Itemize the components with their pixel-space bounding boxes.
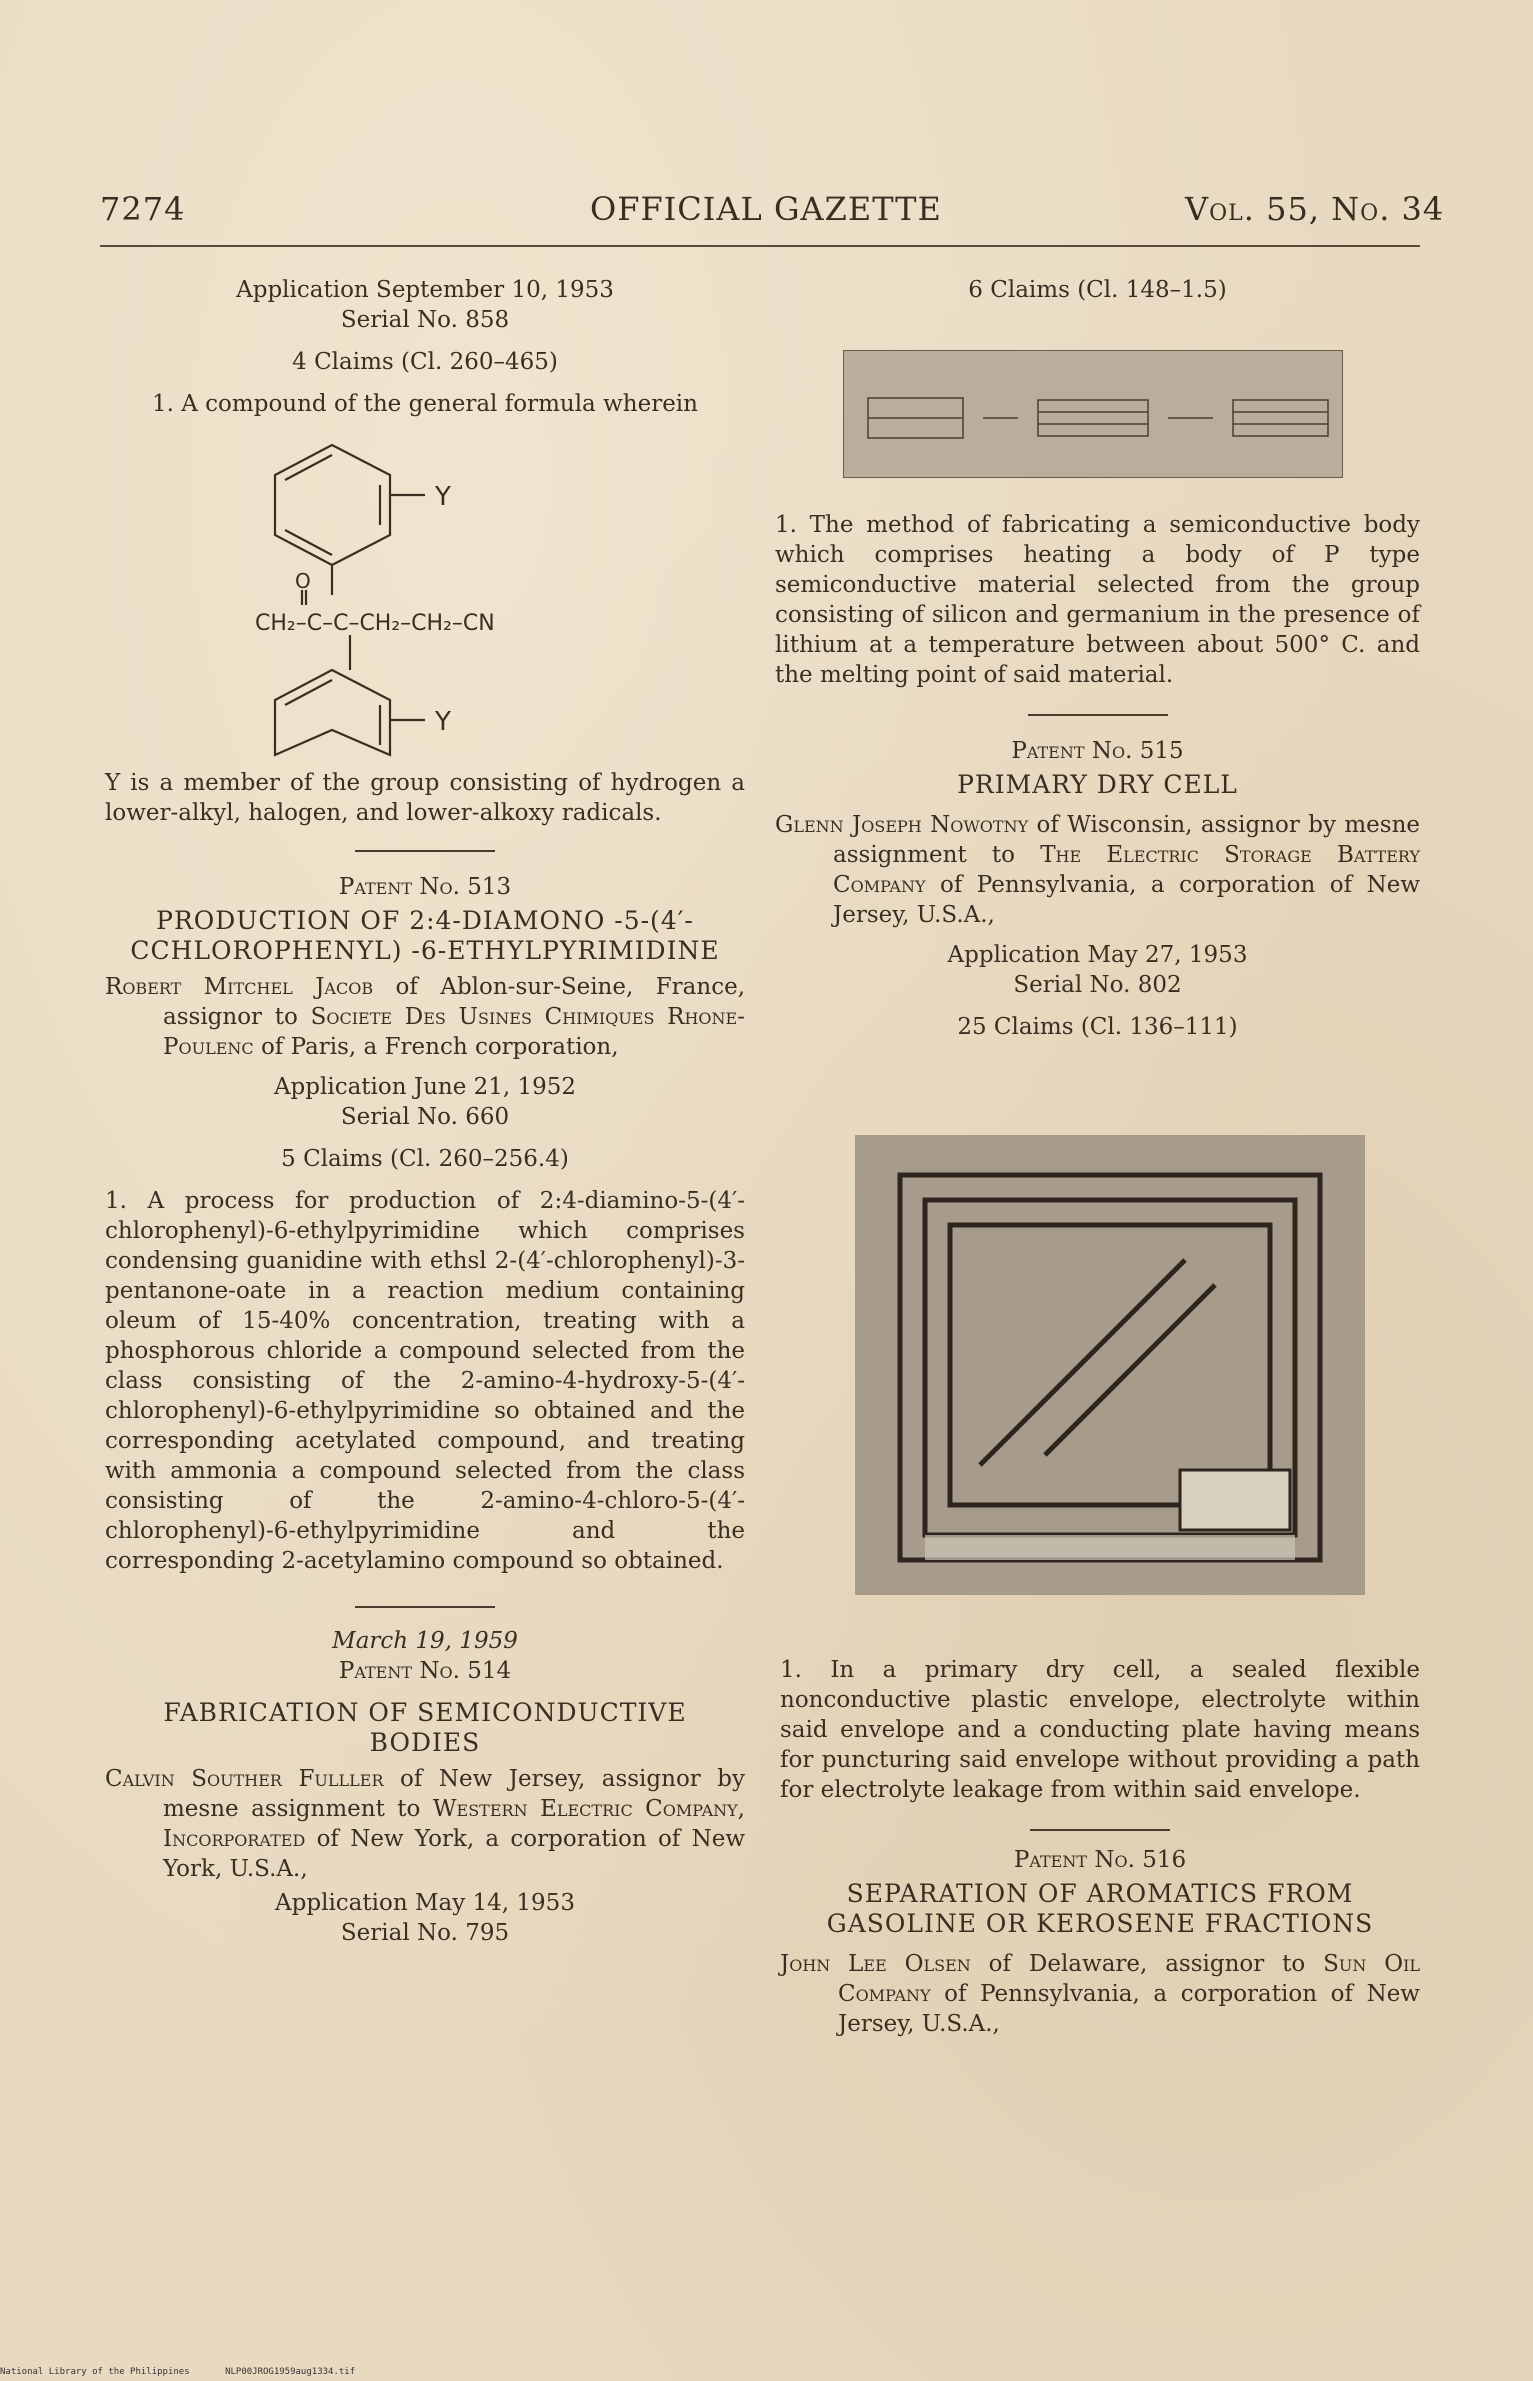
chemical-formula-figure [240, 430, 640, 760]
substituent-y-top: Y [435, 482, 451, 512]
benzene-ring-top [275, 445, 390, 565]
patent-514-claims: 6 Claims (Cl. 148–1.5) [968, 277, 1227, 303]
substituent-y-bottom: Y [435, 707, 451, 737]
formula-chain: CH₂–C–C–CH₂–CH₂–CN [255, 611, 495, 636]
patent-513-title: PRODUCTION OF 2:4-DIAMONO -5-(4′-CCHLOROPHENYL) -6-ETHYLPYRIMIDINE [130, 906, 720, 965]
patent-513-label: Patent No. 513 [338, 874, 512, 900]
semiconductor-diagram [843, 350, 1343, 478]
assignee-details: of Pennsylvania, a corporation of New Jersey, U.S.A., [833, 872, 1421, 928]
patent-515-claims: 25 Claims (Cl. 136–111) [957, 1014, 1238, 1040]
claims-line: 4 Claims (Cl. 260–465) [292, 349, 558, 375]
patent-514-label: Patent No. 514 [338, 1658, 512, 1684]
patent-516-title: SEPARATION OF AROMATICS FROM GASOLINE OR KEROSENE FRACTIONS [826, 1879, 1374, 1938]
patent-514-serial: Serial No. 795 [340, 1920, 510, 1946]
inventor-details: of Delaware, assignor to [988, 1951, 1306, 1977]
right-column-lower [780, 1655, 1420, 2039]
patent-515-title: PRIMARY DRY CELL [957, 770, 1238, 799]
inventor-details: of New Jersey, assignor by mesne assignment to [163, 1766, 746, 1822]
file-name: NLP00JROG1959aug1334.tif [225, 2367, 356, 2377]
patent-514-inventor [105, 1764, 745, 1884]
inventor-name: Robert Mitchel Jacob [105, 974, 374, 1000]
patent-516-inventor [780, 1949, 1420, 2039]
section-divider [355, 850, 495, 852]
patent-513-serial: Serial No. 660 [340, 1104, 510, 1130]
assignee-details: of Paris, a French corporation, [260, 1034, 619, 1060]
page-title: OFFICIAL GAZETTE [590, 190, 942, 228]
assignee-details: of New York, a corporation of New York, U.S.A., [163, 1826, 746, 1882]
right-column-middle [775, 510, 1420, 1042]
scan-footer [0, 2367, 385, 2377]
assignee-details: of Pennsylvania, a corporation of New Jersey, U.S.A., [838, 1981, 1420, 2037]
inventor-name: Calvin Souther Fulller [105, 1766, 384, 1792]
section-divider [1028, 714, 1168, 716]
patent-513-claim-text: 1. A process for production of 2:4-diamino-5-(4′-chlorophenyl)-6-ethylpyrimidine which comprises condensing guanidine with ethsl 2-(4′-chlorophenyl)-3-pentanone-oate in a reaction medium containing oleum of 15-40% concentration, treating with a phosphorous chloride a compound selected from the class consisting of the 2-amino-4-hydroxy-5-(4′-chlorophenyl)-6-ethylpyrimidine so obtained and the corresponding acetylated compound, and treating with ammonia a compound selected from the class consisting of the 2-amino-4-chloro-5-(4′-chlorophenyl)-6-ethylpyrimidine and the corresponding 2-acetylamino compound so obtained. [105, 1188, 745, 1574]
inventor-name: John Lee Olsen [780, 1951, 971, 1977]
right-column [775, 275, 1420, 305]
issue-date: March 19, 1959 [332, 1628, 518, 1654]
header-rule [100, 245, 1420, 247]
patent-513-inventor [105, 972, 745, 1062]
oxygen-label: O [295, 569, 311, 593]
patent-516-label: Patent No. 516 [1013, 1847, 1187, 1873]
assignee-name: Societe Des Usines Chimiques Rhone-Poulenc [163, 1004, 745, 1060]
assignee-name: Western Electric Company, Incorporated [163, 1796, 745, 1852]
serial-number: Serial No. 858 [340, 307, 510, 333]
patent-515-application: Application May 27, 1953 [947, 942, 1248, 968]
benzene-ring-bottom [275, 670, 390, 755]
application-date: Application September 10, 1953 [236, 277, 614, 303]
assignee-name: The Electric Storage Battery Company [833, 842, 1421, 898]
patent-515-claim-text: 1. In a primary dry cell, a sealed flexible nonconductive plastic envelope, electrolyte within said envelope and a conducting plate having means for puncturing said envelope without providing a path for electrolyte leakage from within said envelope. [780, 1657, 1420, 1803]
inventor-details: of Wisconsin, assignor by mesne assignment to [833, 812, 1420, 868]
left-column [105, 275, 745, 419]
patent-514-claim-text: 1. The method of fabricating a semiconductive body which comprises heating a body of P type semiconductive material selected from the group consisting of silicon and germanium in the presence of lithium at a temperature between about 500° C. and the melting point of said material. [775, 512, 1420, 688]
assignee-name: Sun Oil Company [838, 1951, 1421, 2007]
left-column-lower [105, 768, 745, 1948]
section-divider [1030, 1829, 1170, 1831]
section-divider [355, 1606, 495, 1608]
page-number: 7274 [100, 190, 186, 228]
dry-cell-diagram [855, 1135, 1365, 1595]
patent-515-inventor [775, 810, 1420, 930]
patent-514-application: Application May 14, 1953 [275, 1890, 575, 1916]
patent-513-claims: 5 Claims (Cl. 260–256.4) [281, 1146, 569, 1172]
substituent-description: Y is a member of the group consisting of hydrogen a lower-alkyl, halogen, and lower-alkoxy radicals. [105, 770, 745, 826]
claim-text: 1. A compound of the general formula wherein [152, 391, 698, 417]
volume-number: Vol. 55, No. 34 [1185, 190, 1445, 228]
patent-515-label: Patent No. 515 [1011, 738, 1184, 764]
patent-514-title: FABRICATION OF SEMICONDUCTIVE BODIES [163, 1698, 687, 1757]
library-credit: National Library of the Philippines [0, 2367, 190, 2377]
inventor-name: Glenn Joseph Nowotny [775, 812, 1029, 838]
patent-515-serial: Serial No. 802 [1013, 972, 1182, 998]
patent-513-application: Application June 21, 1952 [273, 1074, 577, 1100]
inventor-details: of Ablon-sur-Seine, France, assignor to [163, 974, 746, 1030]
